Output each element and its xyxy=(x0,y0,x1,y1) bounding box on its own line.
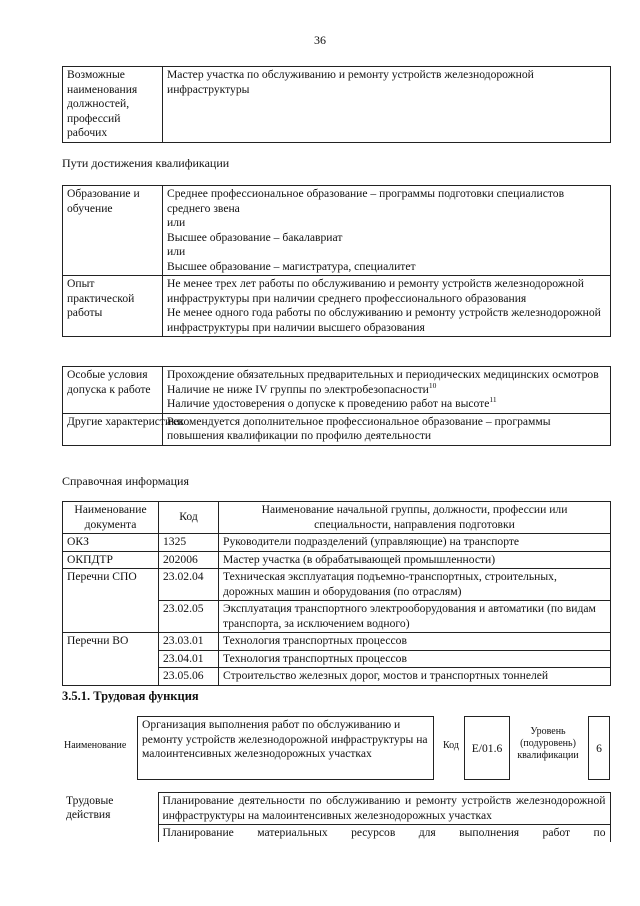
cell-code: 23.02.05 xyxy=(159,601,219,633)
function-level-value: 6 xyxy=(596,741,602,755)
page-number: 36 xyxy=(314,33,326,47)
labor-action xyxy=(158,825,610,842)
cell-code: 23.03.01 xyxy=(159,633,219,651)
cell-name: Строительство железных дорог, мостов и транспортных тоннелей xyxy=(219,668,611,686)
reference-table xyxy=(62,501,611,686)
header-code: Код xyxy=(159,502,219,534)
function-level-box xyxy=(588,716,610,780)
cell-name: Руководители подразделений (управляющие) на транспорте xyxy=(219,534,611,552)
special-condition-line xyxy=(167,380,606,398)
function-name-box xyxy=(137,716,434,780)
function-heading: 3.5.1. Трудовая функция xyxy=(62,689,199,703)
section-reference-info: Справочная информация xyxy=(62,474,189,488)
cell-code: 23.02.04 xyxy=(159,569,219,601)
conditions-table xyxy=(62,366,611,446)
special-conditions-value xyxy=(163,367,611,414)
cell-name: Технология транспортных процессов xyxy=(219,633,611,651)
labor-actions-label: Трудовые действия xyxy=(62,793,158,842)
cell-name: Мастер участка (в обрабатывающей промышленности) xyxy=(219,551,611,569)
education-line: Высшее образование – бакалавриат xyxy=(167,230,343,244)
function-code-box xyxy=(464,716,510,780)
other-characteristics-label: Другие характеристики xyxy=(63,413,163,445)
education-table xyxy=(62,185,611,337)
table-row xyxy=(63,551,611,569)
header-document: Наименование документа xyxy=(63,502,159,534)
table-row xyxy=(63,534,611,552)
labor-action-text: Планирование материальных ресурсов для выполнения работ по xyxy=(162,826,606,839)
cell-code: 202006 xyxy=(159,551,219,569)
education-label: Образование и обучение xyxy=(63,186,163,276)
other-characteristics-value: Рекомендуется дополнительное профессиональное образование – программы повышения квалификации по профилю деятельности xyxy=(163,413,611,445)
experience-line: Не менее одного года работы по обслуживанию и ремонту устройств железнодорожной инфраструктуры при наличии высшего образования xyxy=(167,306,601,334)
footnote-marker: 11 xyxy=(489,395,497,405)
cell-document: Перечни СПО xyxy=(63,569,159,633)
education-line: или xyxy=(167,245,186,258)
job-titles-table xyxy=(62,66,611,143)
special-condition-line: Прохождение обязательных предварительных и периодических медицинских осмотров xyxy=(167,368,599,381)
experience-value xyxy=(163,276,611,337)
special-conditions-label: Особые условия допуска к работе xyxy=(63,367,163,414)
table-row xyxy=(63,633,611,651)
job-titles-label: Возможные наименования должностей, профессий рабочих xyxy=(63,67,163,143)
cell-code: 23.05.06 xyxy=(159,668,219,686)
labor-action-text: Планирование деятельности по обслуживанию и ремонту устройств железнодорожной инфраструктуры на малоинтенсивных железнодорожных участках xyxy=(162,794,606,822)
education-line: Среднее профессиональное образование – программы подготовки специалистов среднего звена xyxy=(167,187,565,215)
cell-code: 23.04.01 xyxy=(159,650,219,668)
job-titles-value: Мастер участка по обслуживанию и ремонту устройств железнодорожной инфраструктуры xyxy=(163,67,611,143)
cell-document: ОКПДТР xyxy=(63,551,159,569)
footnote-marker: 10 xyxy=(428,380,437,390)
cell-name: Техническая эксплуатация подъемно-транспортных, строительных, дорожных машин и оборудования (по отраслям) xyxy=(219,569,611,601)
function-name-value: Организация выполнения работ по обслуживанию и ремонту устройств железнодорожной инфраструктуры на малоинтенсивных железнодорожных участках xyxy=(142,718,428,760)
cell-document: Перечни ВО xyxy=(63,633,159,686)
section-qualification-paths: Пути достижения квалификации xyxy=(62,156,230,170)
function-code-value: E/01.6 xyxy=(471,741,503,755)
education-line: Высшее образование – магистратура, специалитет xyxy=(167,259,416,273)
labor-actions-table xyxy=(62,792,611,842)
header-name: Наименование начальной группы, должности, профессии или специальности, направления подготовки xyxy=(219,502,611,534)
labor-action xyxy=(158,793,610,825)
special-condition-text: Наличие не ниже IV группы по электробезопасности xyxy=(167,382,429,396)
function-code-label: Код xyxy=(443,740,459,751)
table-row xyxy=(63,569,611,601)
cell-code: 1325 xyxy=(159,534,219,552)
cell-name: Технология транспортных процессов xyxy=(219,650,611,668)
function-level-label: Уровень (подуровень) квалификации xyxy=(517,726,579,761)
special-condition-text: Наличие удостоверения о допуске к проведению работ на высоте xyxy=(167,397,490,410)
function-name-label: Наименование xyxy=(64,740,127,751)
cell-document: ОКЗ xyxy=(63,534,159,552)
education-value xyxy=(163,186,611,276)
cell-name: Эксплуатация транспортного электрооборудования и автоматики (по видам транспорта, за исключением водного) xyxy=(219,601,611,633)
special-condition-line xyxy=(167,397,606,412)
experience-label: Опыт практической работы xyxy=(63,276,163,337)
education-line: или xyxy=(167,216,186,229)
experience-line: Не менее трех лет работы по обслуживанию и ремонту устройств железнодорожной инфраструктуры при наличии среднего профессионального образования xyxy=(167,277,585,305)
